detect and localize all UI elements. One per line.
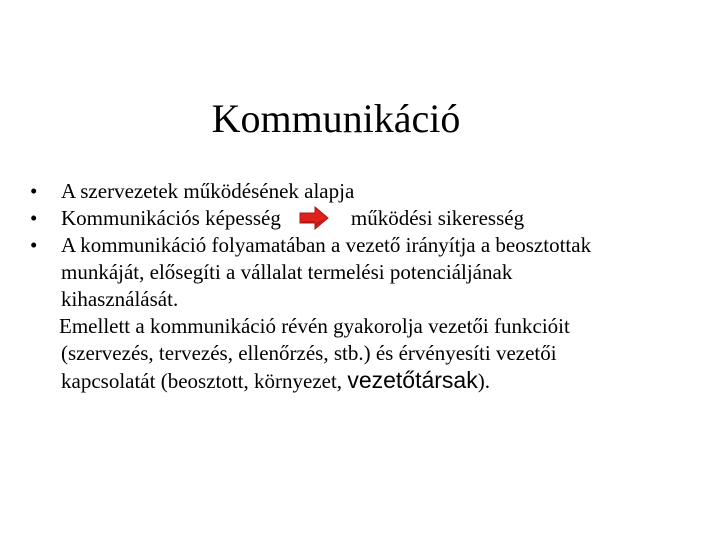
bullet-text: A szervezetek működésének alapja (61, 179, 355, 203)
slide-title: Kommunikáció (211, 96, 461, 141)
paragraph-last-line (61, 367, 690, 395)
bullet-item-3 (30, 232, 690, 259)
bullet-item-2 (30, 205, 690, 232)
bullet-text-after: működési sikeresség (350, 206, 525, 230)
bullet-dot: • (30, 206, 38, 230)
bullet-list (30, 178, 690, 395)
bullet-continuation-line: kihasználását. (61, 287, 179, 311)
red-right-arrow-icon (299, 206, 329, 230)
bullet-text-before: Kommunikációs képesség (61, 206, 281, 230)
paragraph-sans-word: vezetőtársak (347, 367, 478, 393)
paragraph-end: ). (477, 369, 490, 393)
bullet-continuation-line: munkáját, elősegíti a vállalat termelési potenciáljának (61, 260, 513, 284)
paragraph-line: kapcsolatát (beosztott, környezet, (61, 369, 348, 393)
bullet-dot: • (30, 233, 38, 257)
bullet-dot: • (30, 179, 38, 203)
bullet-text-line: A kommunikáció folyamatában a vezető irányítja a beosztottak (61, 233, 592, 257)
bullet-item-1 (30, 178, 690, 205)
paragraph-line: Emellett a kommunikáció révén gyakorolja vezetői funkcióit (59, 314, 570, 338)
paragraph (30, 313, 690, 395)
paragraph-line: (szervezés, tervezés, ellenőrzés, stb.) és érvényesíti vezetői (61, 341, 557, 365)
